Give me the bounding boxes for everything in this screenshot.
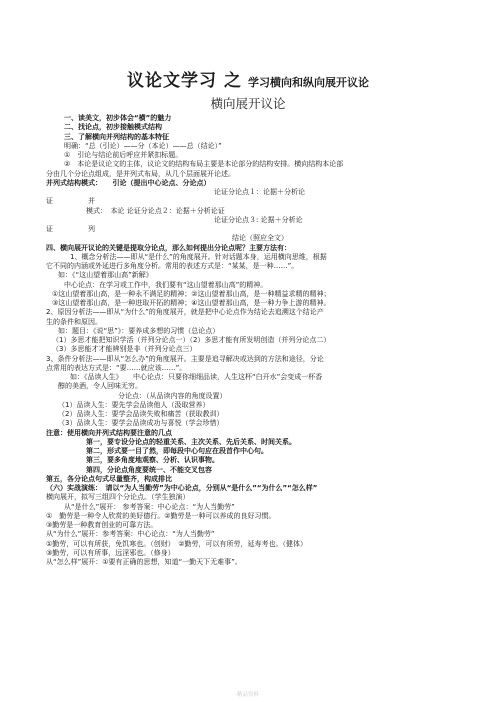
text-line: （3）多思能才才能辨别是非（并列分论点三） [52, 345, 197, 354]
text-line: 论证分论点１：论据＋分析论 [214, 188, 305, 196]
text-line: 证 列 [46, 225, 95, 233]
text-line: 二、找论点，初步接触模式结构 [64, 123, 162, 132]
text-line: 第二，形式要一目了然，即每段中心句应在段首作中心句。 [86, 447, 268, 455]
text-line: 第一，要专设分论点的轻重关系、主次关系、先后关系、时间关系。 [86, 437, 296, 446]
text-line: （1）多思才能把知识学活（并列分论点一）（2）多思才能有所发明创造（并列分论点二） [52, 336, 331, 344]
text-line: ① 勤劳是一种令人欣赏的美好德行。②勤劳是一种可以养成的良好习惯。 [46, 511, 276, 520]
text-line: 醇的美酒，令人回味无穷。 [58, 382, 142, 391]
text-line: 明确：“总（引论）——分（本论）——总（结论）” [64, 141, 222, 150]
text-line: ①勤劳，可以有所获，免饥寒也。（创财） ②勤劳，可以有所劳，延寿考也。（健体） [46, 539, 308, 548]
title-sub: 学习横向和纵向展开议论 [247, 76, 369, 89]
text-line: 如：题目：《说“思”》：要养成多想的习惯（总论点） [58, 326, 220, 335]
text-line: ① 引论与结论前后呼应并紧扣标题。 [64, 151, 183, 159]
text-line: 1、概念分析法——即从“是什么”的角度展开。针对话题本身，运用横向思维，根据 [70, 252, 327, 261]
section-subtitle: 横向展开议论 [210, 96, 286, 111]
text-line: 2、原因分析法——即从“为什么”的角度展开，就是把中心论点作为结论去追溯这个结论产 [46, 308, 324, 317]
text-line: （3）品读人生：要学会品读成功与喜悦（学会珍惜） [58, 419, 224, 428]
text-line: 并列式结构模式： 引论（提出中心论点、分论点） [46, 178, 211, 187]
text-line: 第三，要多角度地观察、分析、认识事物。 [86, 456, 219, 465]
text-line: 生的条件和原因。 [46, 317, 102, 326]
text-line: 结论（照应全文） [232, 234, 288, 243]
page-title [0, 66, 496, 91]
text-line: 三、了解横向并列结构的基本特征 [64, 132, 169, 141]
text-line: 横向展开，拟写三组四个分论点。（学生独演） [46, 493, 190, 502]
text-line: ③勤劳是一种教育创业的可靠方法。 [46, 521, 158, 529]
text-line: 从“怎么样”展开：①要有正确的思想，知道“一勤天下无难事”。 [46, 558, 242, 566]
text-line: ①这山望着那山高，是一种永不满足的精神；②这山望着那山高，是一种精益求精的精神； [52, 289, 331, 298]
text-line: 论证分论点３: 论据＋分析论 [214, 215, 303, 224]
text-line: ③这山望着那山高，是一种进取开拓的精神；④这山望着那山高，是一种力争上游的精神。 [52, 299, 331, 307]
text-line: （1）品读人生：要先学会品读他人（汲取营养） [58, 400, 210, 409]
text-line: 分由几个分论点组成，是并列式布局，从几个层面展开论述。 [46, 169, 235, 178]
text-line: 四、横向展开议论的关键是提取分论点，那么如何提出分论点呢？主要方法有： [46, 243, 291, 252]
text-line: 如：《品读人生》 中心论点：只要你细细品读，人生这杯“白开水”会变成一杯香 [70, 373, 323, 381]
text-line: 一、读美文，初步体会“横”的魅力 [64, 114, 172, 122]
text-line: 3、条件分析法——即从“怎么办”的角度展开。主要是追寻解决或达到的方法和途径，分论 [46, 354, 324, 363]
text-line: 分论点：（从品读内容的角度设置） [118, 391, 227, 400]
text-line: 中心论点：在学习或工作中，我们要有“这山望着那山高”的精神。 [64, 280, 268, 289]
title-main: 议论文学习 之 [127, 71, 242, 91]
text-line: 第五，各分论点句式尽量整齐，构成排比 [46, 474, 172, 483]
text-line: 点常用的表达方式是：“要……就应该……”。 [46, 363, 187, 372]
text-line: 从“是什么”展开： 参考答案：中心论点：“为人当勤劳” [64, 502, 235, 511]
text-line: 第四，分论点角度要统一、不能交叉包容 [86, 465, 212, 474]
text-line: 模式： 本论 论证分论点２：论据＋分析论证 [86, 206, 225, 215]
text-line: （2）品读人生：要学会品读失败和痛苦（获取教训） [58, 410, 224, 418]
text-line: 它不同的内涵或外延进行多角度分析。常用的表述方式是：“某某，是一种……”。 [46, 262, 299, 270]
document-body [46, 114, 458, 567]
text-line: 注意：使用横向并列式结构要注意的几点 [46, 428, 172, 437]
text-line: 从“为什么”展开：参考答案：中心论点：“为人当勤劳” [46, 530, 215, 539]
text-line: 证 并 [46, 197, 95, 206]
text-line: ③勤劳，可以有所事，远淫邪也。（修身） [46, 548, 175, 557]
text-line: ② 本论是议论文的主体，议论文的结构布局主要是本论部分的结构安排。横向结构本论部 [64, 160, 344, 169]
text-line: （六）实战演练： 请以“为人当勤劳”为中心论点，分别从“是什么”“为什么”“怎么样” [46, 484, 318, 492]
text-line: 如：《“这山望着那山高”新解》 [58, 271, 153, 280]
footer-watermark: ·精品资料· [235, 692, 261, 698]
